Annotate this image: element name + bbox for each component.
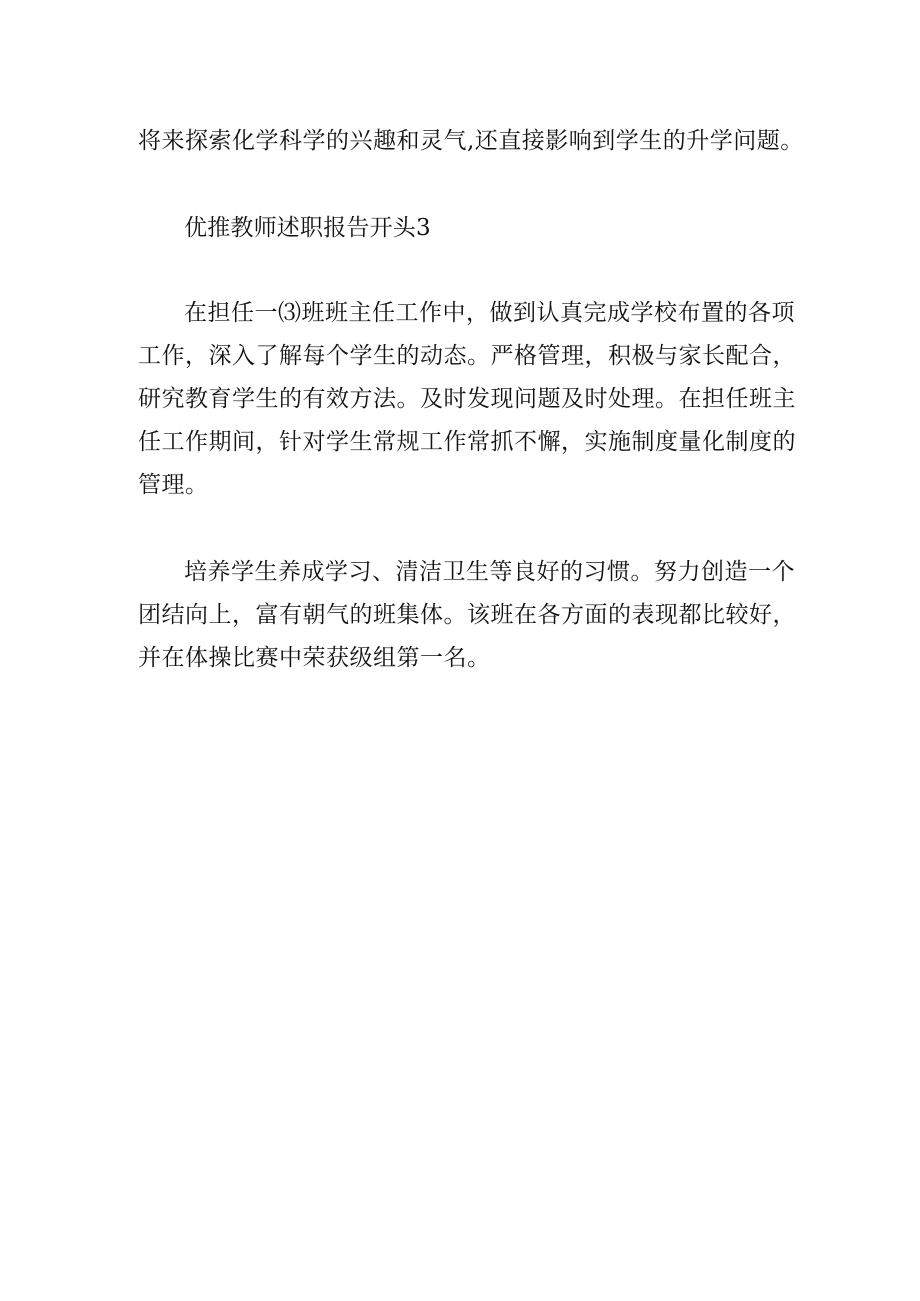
paragraph-2-line-3: 并在体操比赛中荣获级组第一名。 bbox=[138, 645, 491, 671]
paragraph-1-line-5: 管理。 bbox=[138, 472, 209, 498]
section-heading: 优推教师述职报告开头3 bbox=[184, 215, 431, 241]
paragraph-1-line-2: 工作，深入了解每个学生的动态。严格管理，积极与家长配合， bbox=[138, 343, 796, 369]
paragraph-1-line-4: 任工作期间，针对学生常规工作常抓不懈，实施制度量化制度的 bbox=[138, 429, 796, 455]
paragraph-1-line-1: 在担任一⑶班班主任工作中，做到认真完成学校布置的各项 bbox=[184, 300, 795, 326]
paragraph-0-line-1: 将来探索化学科学的兴趣和灵气,还直接影响到学生的升学问题。 bbox=[138, 128, 804, 154]
paragraph-1-line-3: 研究教育学生的有效方法。及时发现问题及时处理。在担任班主 bbox=[138, 386, 796, 412]
paragraph-2-line-1: 培养学生养成学习、清洁卫生等良好的习惯。努力创造一个 bbox=[184, 559, 795, 585]
paragraph-2-line-2: 团结向上，富有朝气的班集体。该班在各方面的表现都比较好， bbox=[138, 602, 796, 628]
